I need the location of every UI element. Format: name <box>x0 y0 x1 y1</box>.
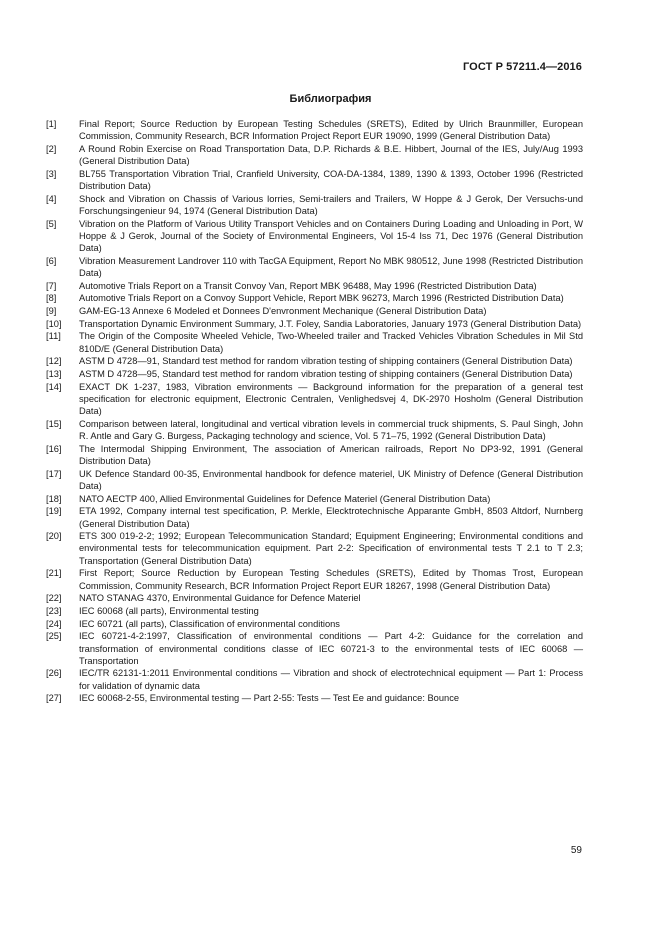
bibliography-entry <box>46 118 583 142</box>
entry-number: [18] <box>46 493 62 504</box>
bibliography-entry <box>46 618 583 630</box>
bibliography-entry <box>46 330 583 354</box>
entry-number: [10] <box>46 318 62 329</box>
entry-text: ETS 300 019-2-2; 1992; European Telecommunication Standard; Equipment Engineering; Environmental conditions and environmental tests for telecommunication equipment. Part 2-2: Specification of environmental tests T 2.1 to T 2.3; Transportation (General Distribution Data) <box>79 531 583 566</box>
entry-number: [13] <box>46 369 62 380</box>
page-title: Библиография <box>289 93 372 105</box>
standard-code: ГОСТ Р 57211.4—2016 <box>462 61 582 73</box>
entry-number: [6] <box>46 255 57 266</box>
bibliography-entry <box>46 218 583 255</box>
entry-text: ASTM D 4728—91, Standard test method for random vibration testing of shipping containers (General Distribution Data) <box>79 356 573 367</box>
entry-text: IEC 60068 (all parts), Environmental testing <box>79 605 259 616</box>
entry-text: Vibration on the Platform of Various Utility Transport Vehicles and on Containers During Loading and Unloading in Port, W Hoppe & J Gerok, Journal of the Society of Environmental Engineers, Vol 15-4 Iss 71, Dec 1976 (General Distribution Data) <box>79 218 583 254</box>
entry-number: [1] <box>46 119 57 129</box>
entry-text: Automotive Trials Report on a Convoy Support Vehicle, Report MBK 96273, March 1996 (Restricted Distribution Data) <box>79 293 564 304</box>
bibliography-entry <box>46 567 583 591</box>
bibliography-entry <box>46 493 583 505</box>
entry-text: Comparison between lateral, longitudinal and vertical vibration levels in commercial truck shipments, S. Paul Singh, John R. Antle and Gary G. Burgess, Packaging technology and science, Vol. 5 71–75, 1992 (General Distribution Data) <box>79 418 583 442</box>
bibliography-entry <box>46 255 583 279</box>
entry-text: GAM-EG-13 Annexe 6 Modeled et Donnees D'envronment Mechanique (General Distribution Data) <box>79 306 487 317</box>
entry-text: The Intermodal Shipping Environment, The association of American railroads, Report No DP3-92, 1991 (General Distribution Data) <box>79 443 583 466</box>
entry-text: A Round Robin Exercise on Road Transportation Data, D.P. Richards & B.E. Hibbert, Journal of the IES, July/Aug 1993 (General Distribution Data) <box>79 143 583 167</box>
entry-number: [8] <box>46 293 57 304</box>
bibliography-entry <box>46 168 583 192</box>
entry-number: [4] <box>46 193 57 204</box>
entry-number: [9] <box>46 306 57 317</box>
bibliography-entry <box>46 605 583 617</box>
entry-text: ETA 1992, Company internal test specification, P. Merkle, Elecktrotechnische Apparante GmbH, 8503 Altdorf, Nurnberg (General Distribution Data) <box>79 506 583 529</box>
entry-text: UK Defence Standard 00-35, Environmental handbook for defence materiel, UK Ministry of Defence (General Distribution Data) <box>79 468 583 491</box>
bibliography-entry <box>46 355 583 367</box>
entry-number: [16] <box>46 443 62 454</box>
entry-number: [23] <box>46 605 62 616</box>
entry-text: IEC 60068-2-55, Environmental testing — Part 2-55: Tests — Test Ee and guidance: Bounce <box>79 693 460 704</box>
bibliography-entry <box>46 418 583 442</box>
bibliography-entry <box>46 692 583 704</box>
bibliography-entry <box>46 443 583 467</box>
bibliography-entry <box>46 292 583 304</box>
bibliography-entry <box>46 143 583 167</box>
entry-number: [12] <box>46 356 62 367</box>
bibliography-entry <box>46 592 583 604</box>
bibliography-entry <box>46 505 583 529</box>
bibliography-entry <box>46 193 583 217</box>
entry-number: [22] <box>46 593 62 604</box>
entry-text: IEC 60721 (all parts), Classification of environmental conditions <box>79 618 340 629</box>
bibliography-entry <box>46 318 583 330</box>
entry-text: NATO STANAG 4370, Environmental Guidance for Defence Materiel <box>79 593 361 604</box>
bibliography-entry <box>46 468 583 492</box>
entry-text: Vibration Measurement Landrover 110 with TacGA Equipment, Report No MBK 980512, June 1998 (Restricted Distribution Data) <box>79 255 583 278</box>
entry-number: [2] <box>46 143 57 154</box>
entry-number: [15] <box>46 418 62 429</box>
entry-text: Shock and Vibration on Chassis of Various lorries, Semi-trailers and Trailers, W Hoppe & J Gerok, Der Versuchs-und Forschungsingenieur 94, 1974 (General Distribution Data) <box>79 193 583 216</box>
entry-number: [21] <box>46 568 62 579</box>
bibliography-entry <box>46 381 583 418</box>
entry-text: Final Report; Source Reduction by European Testing Schedules (SRETS), Edited by Ulrich Braunmiller, European Commission, Community Research, BCR Information Project Report EUR 19090, 1999 (General Distribution Data) <box>79 119 583 142</box>
entry-text: The Origin of the Composite Wheeled Vehicle, Two-Wheeled trailer and Tracked Vehicles Vibration Schedules in Mil Std 810D/E (General Distribution Data) <box>79 331 583 354</box>
entry-text: Transportation Dynamic Environment Summary, J.T. Foley, Sandia Laboratories, January 1973 (General Distribution Data) <box>79 318 582 329</box>
entry-number: [24] <box>46 618 62 629</box>
entry-text: EXACT DK 1-237, 1983, Vibration environments — Background information for the preparation of a general test specification for electronic equipment, Electronic Centralen, Venlighedsvej 4, DK-2970 Hosholm (General Distribution Data) <box>79 381 583 417</box>
entry-number: [3] <box>46 168 57 179</box>
bibliography-entry <box>46 305 583 317</box>
page-number: 59 <box>570 845 582 856</box>
entry-text: BL755 Transportation Vibration Trial, Cranfield University, COA-DA-1384, 1389, 1390 & 1393, October 1996 (Restricted Distribution Data) <box>79 168 583 192</box>
entry-number: [25] <box>46 631 62 642</box>
entry-number: [5] <box>46 218 57 229</box>
entry-number: [19] <box>46 506 62 517</box>
entry-number: [20] <box>46 531 62 542</box>
entry-number: [7] <box>46 280 57 291</box>
entry-number: [26] <box>46 668 62 679</box>
entry-text: NATO AECTP 400, Allied Environmental Guidelines for Defence Materiel (General Distribution Data) <box>79 493 491 504</box>
entry-number: [17] <box>46 468 62 479</box>
entry-number: [14] <box>46 381 62 392</box>
bibliography-entry <box>46 368 583 380</box>
bibliography-entry <box>46 630 583 667</box>
entry-number: [11] <box>46 331 61 342</box>
entry-text: ASTM D 4728—95, Standard test method for random vibration testing of shipping containers (General Distribution Data) <box>79 369 573 380</box>
bibliography-entry <box>46 667 583 691</box>
bibliography-list <box>46 118 583 705</box>
entry-text: IEC/TR 62131-1:2011 Environmental conditions — Vibration and shock of electrotechnical equipment — Part 1: Process for validation of dynamic data <box>79 668 583 691</box>
entry-text: IEC 60721-4-2:1997, Classification of environmental conditions — Part 4-2: Guidance for the correlation and transformation of environmental conditions classe of IEC 60721-3 to the environmental tests of IEC 60068 — Transportation <box>79 631 583 666</box>
bibliography-entry <box>46 280 583 292</box>
bibliography-entry <box>46 530 583 567</box>
entry-text: First Report; Source Reduction by European Testing Schedules (SRETS), Edited by Thomas Trost, European Commission, Community Research, BCR Information Project Report EUR 18267, 1998 (General Distribution Data) <box>79 568 583 591</box>
entry-text: Automotive Trials Report on a Transit Convoy Van, Report MBK 96488, May 1996 (Restricted Distribution Data) <box>79 280 537 291</box>
entry-number: [27] <box>46 693 62 704</box>
